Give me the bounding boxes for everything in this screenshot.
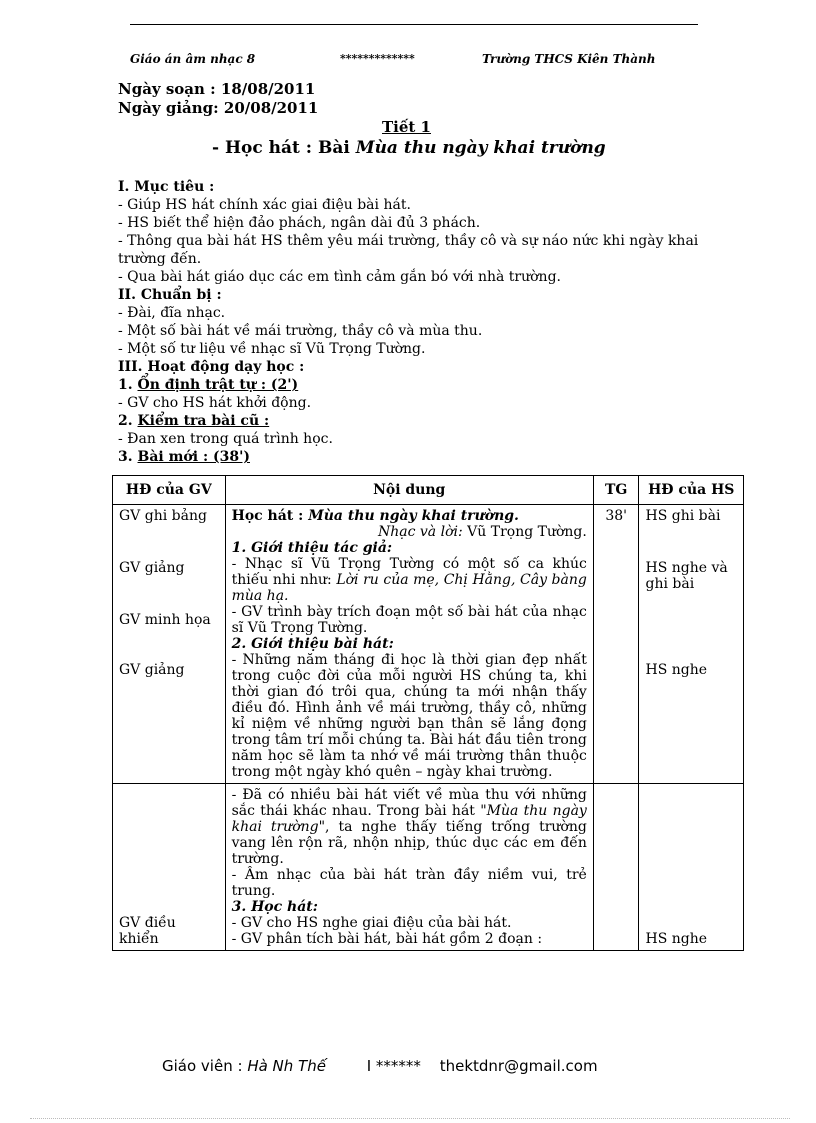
heading-on-dinh [118,376,718,394]
muc-tieu-item: - HS biết thể hiện đảo phách, ngân dài đủ 3 phách. [118,215,481,231]
muc-tieu-item: - Qua bài hát giáo dục các em tình cảm gắn bó với nhà trường. [118,269,561,285]
paragraph: - GV trình bày trích đoạn một số bài hát của nhạc sĩ Vũ Trọng Tường. [231,604,587,636]
paragraph-text: - Đã có nhiều bài hát viết về mùa thu với những sắc thái khác nhau. Trong bài hát [231,787,587,819]
hs-activity: HS nghe [645,662,708,678]
top-rule [130,24,698,25]
bottom-dotted-rule [30,1118,790,1119]
lesson-title [212,138,606,158]
header-subject: Giáo án âm nhạc 8 [130,52,256,66]
col-header-hs: HĐ của HS [639,476,744,505]
chuan-bi-item: - Một số tư liệu về nhạc sĩ Vũ Trọng Tường. [118,341,426,357]
cell-tg: 38' [593,505,639,784]
hs-activity: HS nghe và ghi bài [645,560,728,592]
table-row [113,505,744,784]
gv-activity: GV giảng [119,560,185,576]
lesson-table [112,475,744,951]
paragraph-italic: Lời ru của mẹ, Chị Hằng, Cây bàng mùa hạ. [231,572,587,604]
cell-noi-dung [225,784,593,951]
col-header-noi-dung: Nội dung [225,476,593,505]
paragraph: - GV phân tích bài hát, bài hát gồm 2 đoạn : [231,931,543,947]
cell-gv [113,505,226,784]
song-heading [232,508,587,524]
muc-tieu-item: - Giúp HS hát chính xác giai điệu bài hát. [118,197,411,213]
table-header-row [113,476,744,505]
lesson-prefix: - Học hát : Bài [212,138,356,158]
paragraph-text: - Nhạc sĩ Vũ Trọng Tường có một số ca khúc thiếu nhi như: [231,556,587,588]
heading-text: Ổn định trật tự : (2') [137,377,299,393]
sub-heading: 2. Giới thiệu bài hát: [231,636,394,652]
paragraph: - GV cho HS nghe giai điệu của bài hát. [231,915,512,931]
hs-activity: HS ghi bài [645,508,721,524]
paragraph-italic: "Mùa thu ngày khai trường" [231,803,587,835]
date-giang: Ngày giảng: 20/08/2011 [118,99,319,117]
on-dinh-item: - GV cho HS hát khởi động. [118,395,312,411]
paragraph: - Âm nhạc của bài hát tràn đầy niềm vui, trẻ trung. [231,867,587,899]
muc-tieu-item: - Thông qua bài hát HS thêm yêu mái trường, thầy cô và sự náo nức khi ngày khai trường đến. [118,233,699,267]
chuan-bi-item: - Một số bài hát về mái trường, thầy cô và mùa thu. [118,323,483,339]
teacher-name: Hà Nh Thế [247,1057,326,1075]
song-heading-label: Học hát : [231,508,309,524]
heading-text: Kiểm tra bài cũ : [137,413,270,429]
paragraph [232,787,587,867]
cell-hs: HS nghe [639,784,744,951]
author-label: Nhạc và lời: [377,524,468,540]
gv-activity: GV giảng [119,662,185,678]
song-author [232,524,587,540]
teacher-phone: I ****** [366,1057,421,1075]
song-heading-title: Mùa thu ngày khai trường. [308,508,519,524]
sub-heading: 3. Học hát: [231,899,318,915]
footer [162,1057,598,1075]
col-header-gv: HĐ của GV [113,476,226,505]
paragraph-text: , ta nghe thấy tiếng trống trường vang lên rộn rã, nhộn nhịp, thúc dục các em đến trường. [231,819,587,867]
header-school: Trường THCS Kiên Thành [482,52,656,66]
heading-text: Bài mới : (38') [137,449,250,465]
cell-noi-dung [225,505,593,784]
heading-num: 1. [118,377,138,393]
author-name: Vũ Trọng Tường. [467,524,587,540]
cell-tg [593,784,639,951]
section-chuan-bi: II. Chuẩn bị : [118,287,222,303]
dates-block [118,80,318,118]
sub-heading: 1. Giới thiệu tác giả: [231,540,393,556]
lesson-body [118,178,718,466]
date-soan: Ngày soạn : 18/08/2011 [118,80,316,98]
paragraph: - Những năm tháng đi học là thời gian đẹp nhất trong cuộc đời của mỗi người HS chúng ta, khi thời gian đó trôi qua, chúng ta mới nhận thấy điều đó. Hình ảnh về mái trường, thầy cô, những kỉ niệm về những người bạn thân sẽ lắng đọng trong tâm trí mỗi chúng ta. Bài hát đầu tiên trong năm học sẽ làm ta nhớ về mái trường thân thuộc trong một ngày khó quên – ngày khai trường. [231,652,587,780]
cell-gv: GV điều khiển [113,784,226,951]
lesson-song: Mùa thu ngày khai trường [355,138,606,158]
heading-bai-moi [118,448,718,466]
heading-num: 2. [118,413,138,429]
lesson-number: Tiết 1 [382,118,431,136]
kiem-tra-item: - Đan xen trong quá trình học. [118,431,333,447]
gv-activity: GV minh họa [119,612,211,628]
section-muc-tieu: I. Mục tiêu : [118,179,215,195]
paragraph [232,556,587,604]
cell-hs [639,505,744,784]
footer-label: Giáo viên : [162,1057,248,1075]
heading-kiem-tra [118,412,718,430]
header-stars: ************* [340,52,415,65]
heading-num: 3. [118,449,138,465]
col-header-tg: TG [593,476,639,505]
gv-activity: GV ghi bảng [119,508,207,524]
table-row [113,784,744,951]
teacher-email: thektdnr@gmail.com [439,1057,598,1075]
section-hoat-dong: III. Hoạt động dạy học : [118,359,305,375]
chuan-bi-item: - Đài, đĩa nhạc. [118,305,226,321]
